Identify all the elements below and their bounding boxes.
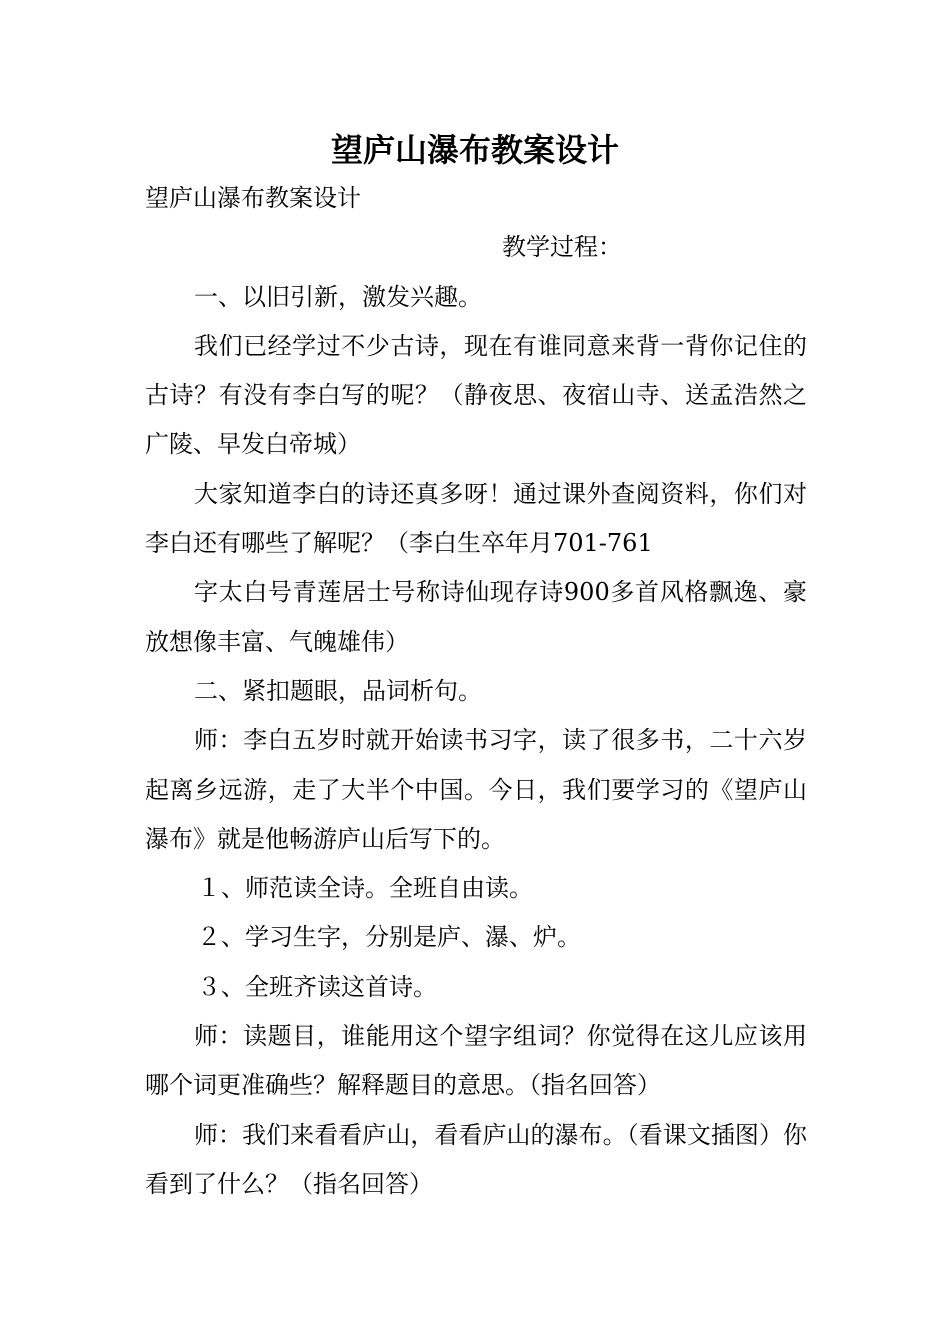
subtitle: 望庐山瀑布教案设计 <box>145 184 361 212</box>
paragraph: 师：李白五岁时就开始读书习字，读了很多书，二十六岁起离乡远游，走了大半个中国。今日，我们要学习的《望庐山瀑布》就是他畅游庐山后写下的。 <box>145 726 807 853</box>
numbered-item: １、师范读全诗。全班自由读。 <box>197 874 533 903</box>
paragraph: 字太白号青莲居士号称诗仙现存诗900多首风格飘逸、豪放想像丰富、气魄雄伟） <box>145 578 807 656</box>
section-heading-1: 一、以旧引新，激发兴趣。 <box>194 282 482 311</box>
numbered-item: ２、学习生字，分别是庐、瀑、炉。 <box>197 923 581 952</box>
paragraph: 师：读题目，谁能用这个望字组词？你觉得在这儿应该用哪个词更准确些？解释题目的意思。（指名回答） <box>145 1022 807 1100</box>
paragraph: 我们已经学过不少古诗，现在有谁同意来背一背你记住的古诗？有没有李白写的呢？（静夜思、夜宿山寺、送孟浩然之广陵、早发白帝城） <box>145 331 807 459</box>
process-heading: 教学过程： <box>502 233 622 262</box>
paragraph: 师：我们来看看庐山，看看庐山的瀑布。（看课文插图）你看到了什么？（指名回答） <box>145 1120 807 1198</box>
section-heading-2: 二、紧扣题眼，品词析句。 <box>194 676 482 705</box>
document-body <box>145 174 807 1209</box>
page-title: 望庐山瀑布教案设计 <box>330 131 619 169</box>
numbered-item: ３、全班齐读这首诗。 <box>197 972 437 1001</box>
paragraph: 大家知道李白的诗还真多呀！通过课外查阅资料，你们对李白还有哪些了解呢？（李白生卒年月701-761 <box>145 479 807 558</box>
